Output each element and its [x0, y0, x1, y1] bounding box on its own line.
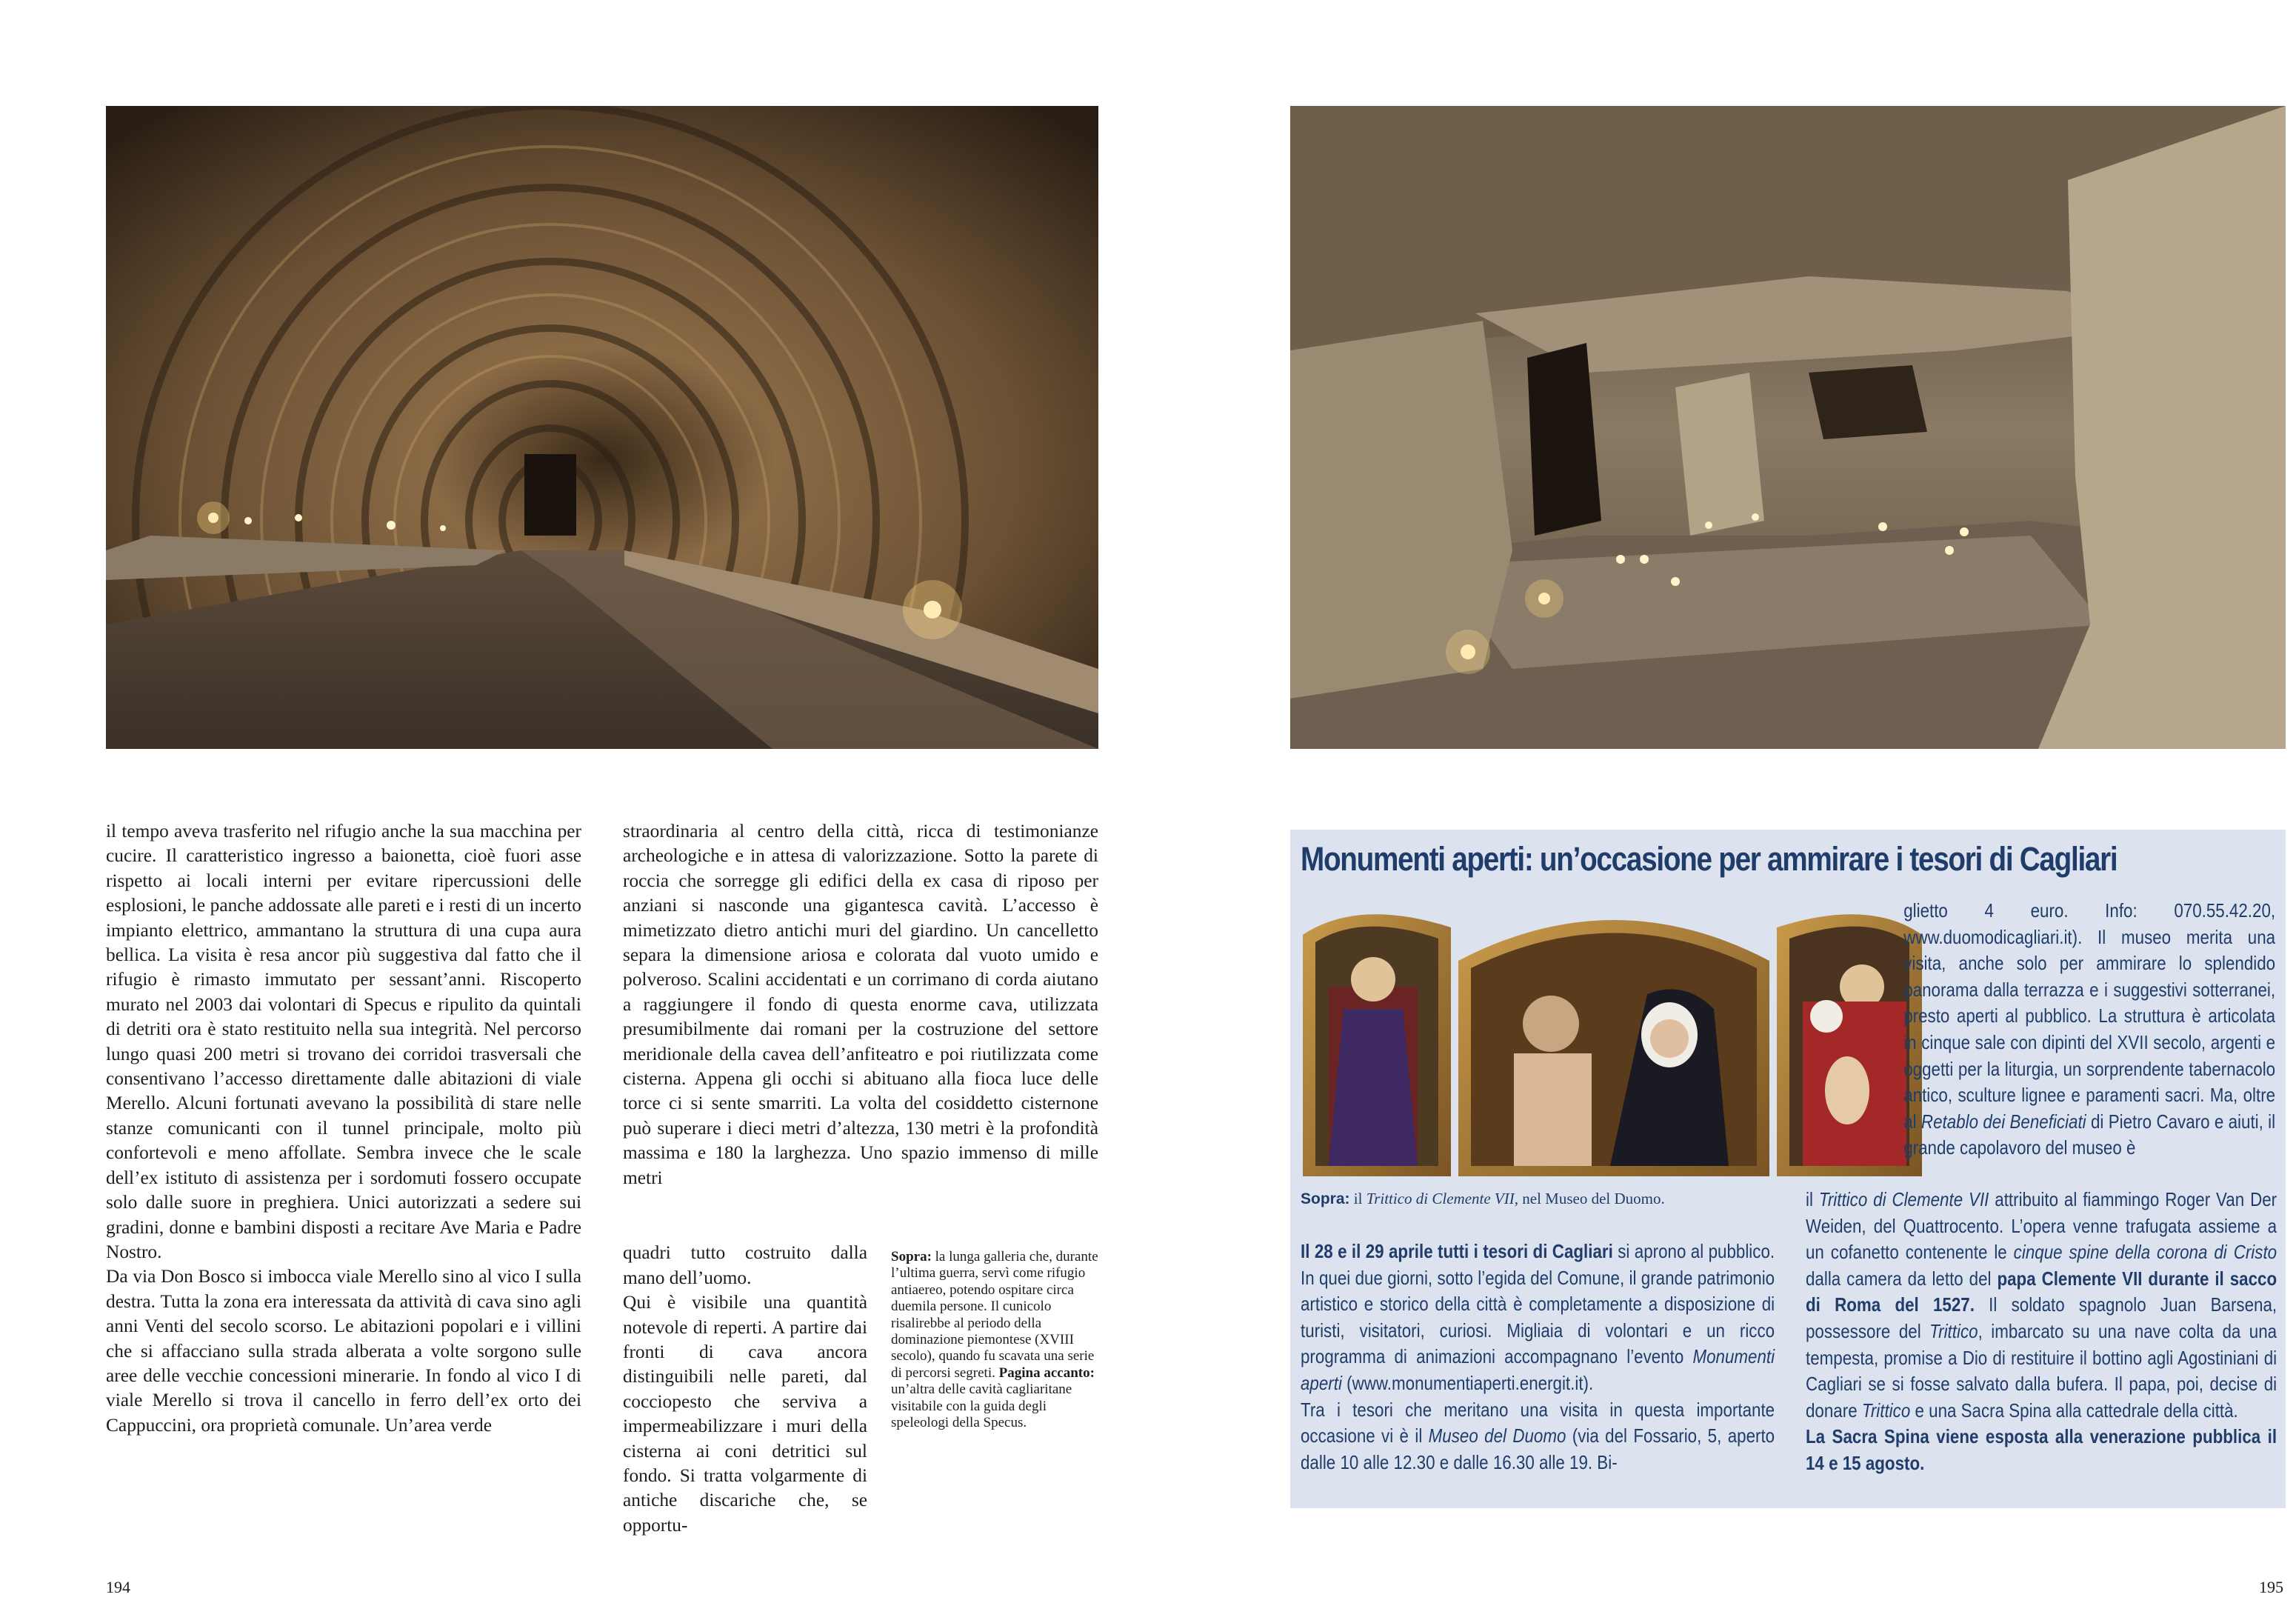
cave-photo [1290, 106, 2286, 749]
box-caption-text-a: il [1349, 1190, 1366, 1207]
col2-paragraph: straordinaria al centro della città, ricca di testimonianze archeologiche e in attesa di valorizzazione. Sotto la parete di roccia che sorregge gli edifici della ex casa di riposo per anziani si nasconde una gigantesca cavità. L’accesso è mimetizzato dietro antichi muri del giardino. Un cancelletto separa la dimensione ariosa e colorata dal vuoto umido e polveroso. Scalini accidentati e un corrimano di corda aiutano a raggiungere il fondo di questa enorme cava, utilizzata presumibilmente dai romani per la costruzione del settore meridionale della cavea dell’anfiteatro e poi riutilizzata come cisterna. Appena gli occhi si abituano alla fioca luce delle torce ci si sente smarriti. La volta del cosiddetto cisternone può superare i dieci metri d’altezza, 130 metri è la profondità massima e 180 la larghezza. Uno spazio immenso di mille metri [623, 821, 1098, 1188]
column-1 [106, 819, 581, 1438]
box-column-right: glietto 4 euro. Info: 070.55.42.20, www.duomodicagliari.it). Il museo merita una visita, anche solo per ammirare lo splendido panorama dalla terrazza e i suggestivi sotterranei, presto aperti al pubblico. La struttura è articolata in cinque sale con dipinti del XVII secolo, argenti e oggetti per la liturgia, un sorprendente tabernacolo antico, sculture lignee e paramenti sacri. Ma, oltre al Retablo dei Beneficiati di Pietro Cavaro e aiuti, il grande capolavoro del museo è [1903, 899, 2276, 1159]
box-caption-text-b: , nel Museo del Duomo. [1514, 1190, 1665, 1207]
caption-text-above: la lunga galleria che, durante l’ultima guerra, servì come rifugio antiaereo, potendo ospitare circa duemila persone. Il cunicolo risalirebbe al periodo della dominazione piemontese (XVIII secolo), quando fu scavata una serie di percorsi segreti. [891, 1249, 1098, 1381]
col1-paragraph-1: il tempo aveva trasferito nel rifugio anche la sua macchina per cucire. Il caratteristico ingresso a baionetta, cioè fuori asse rispetto ai locali interni per evitare ripercussioni delle esplosioni, le panche addossate alle pareti e i resti di un incerto impianto elettrico, ammantano la struttura di una cupa aura bellica. La visita è resa ancor più suggestiva dal fatto che il rifugio è rimasto immutato per sessant’anni. Riscoperto murato nel 2003 dai volontari di Specus e ripulito da quintali di detriti ora è stato restituito nella sua integrità. Nel percorso lungo quasi 200 metri si trovano dei corridoi trasversali che consentivano l’accesso direttamente dalle abitazioni di viale Merello. Alcuni fortunati avevano la possibilità di stare nelle stanze comunicanti con il tunnel principale, molto più confortevoli e meno affollate. Sembra invece che le scale dell’ex istituto di assistenza per i sordomuti fossero occupate solo dalle suore in preghiera. Unici autorizzati a sedere sui gradini, donne e bambini disposti a recitare Ave Maria e Padre Nostro. [106, 821, 581, 1262]
page-number-right: 195 [2259, 1578, 2283, 1596]
page-number-left: 194 [106, 1578, 130, 1596]
box-caption-label: Sopra: [1301, 1190, 1350, 1207]
box-photo-caption [1301, 1190, 1665, 1208]
box-column-right-bottom: il Trittico di Clemente VII attribuito al fiammingo Roger Van Der Weiden, del Quattrocento. L’opera venne trafugata assieme a un cofanetto contenente le cinque spine della corona di Cristo dalla camera da letto del papa Clemente VII durante il sacco di Roma del 1527. Il soldato spagnolo Juan Barsena, possessore del Trittico, imbarcato su una nave colta da una tempesta, promise a Dio di restituire il bottino agli Agostiniani di Cagliari se si fosse salvato dalla bufera. Il papa, poi, decise di donare Trittico e una Sacra Spina alla cattedrale della città. La Sacra Spina viene esposta alla venerazione pubblica il 14 e 15 agosto. [1806, 1188, 2277, 1474]
box-text-bold-1: Il 28 e il 29 aprile tutti i tesori di Cagliari [1301, 1240, 1613, 1262]
column-2-narrow [623, 1216, 867, 1563]
box-caption-italic: Trittico di Clemente VII [1366, 1190, 1515, 1207]
box-column-left: Il 28 e il 29 aprile tutti i tesori di Cagliari si aprono al pubblico. In quei due giorni, sotto l’egida del Comune, il grande patrimonio artistico e storico della città è completamente a disposizione di turisti, visitatori, curiosi. Migliaia di volontari e un ricco programma di animazioni accompagnano l’evento Monumenti aperti (www.monumentiaperti.energit.it). Tra i tesori che meritano una visita in questa importante occasione vi è il Museo del Duomo (via del Fossario, 5, aperto dalle 10 alle 12.30 e dalle 16.30 alle 19. Bi- [1301, 1240, 1775, 1473]
column-2-top [623, 819, 1098, 1190]
caption-text-facing: un’altra delle cavità cagliaritane visitabile con la guida degli speleologi della Specus. [891, 1382, 1072, 1431]
monumenti-aperti-box [1290, 830, 2286, 1508]
caption-label-above: Sopra: [891, 1249, 932, 1264]
tunnel-photo [106, 106, 1098, 749]
caption-label-facing: Pagina accanto: [998, 1364, 1095, 1381]
col2-narrow-paragraph: quadri tutto costruito dalla mano dell’uomo. Qui è visibile una quantità notevole di reperti. A partire dai fronti di cava ancora distinguibili nelle pareti, dal cocciopesto che serviva a impermeabilizzare i muri della cisterna ai coni detritici sul fondo. Si tratta volgarmente di antiche discariche che, se opportu- [623, 1242, 867, 1536]
box-title: Monumenti aperti: un’occasione per ammirare i tesori di Cagliari [1301, 840, 2118, 878]
col1-paragraph-2: Da via Don Bosco si imbocca viale Merello sino al vico I sulla destra. Tutta la zona era interessata da attività di cava sino agli anni Venti del secolo scorso. Le abitazioni popolari e i villini che si affacciano sulla strada alberata a volte sorgono sulle aree delle vecchie concessioni minerarie. In fondo al vico I di viale Merello si trova il cancello in ferro dell’ex orto dei Cappuccini, ora proprietà comunale. Un’area verde [106, 1266, 581, 1436]
photo-caption-left [891, 1249, 1106, 1431]
